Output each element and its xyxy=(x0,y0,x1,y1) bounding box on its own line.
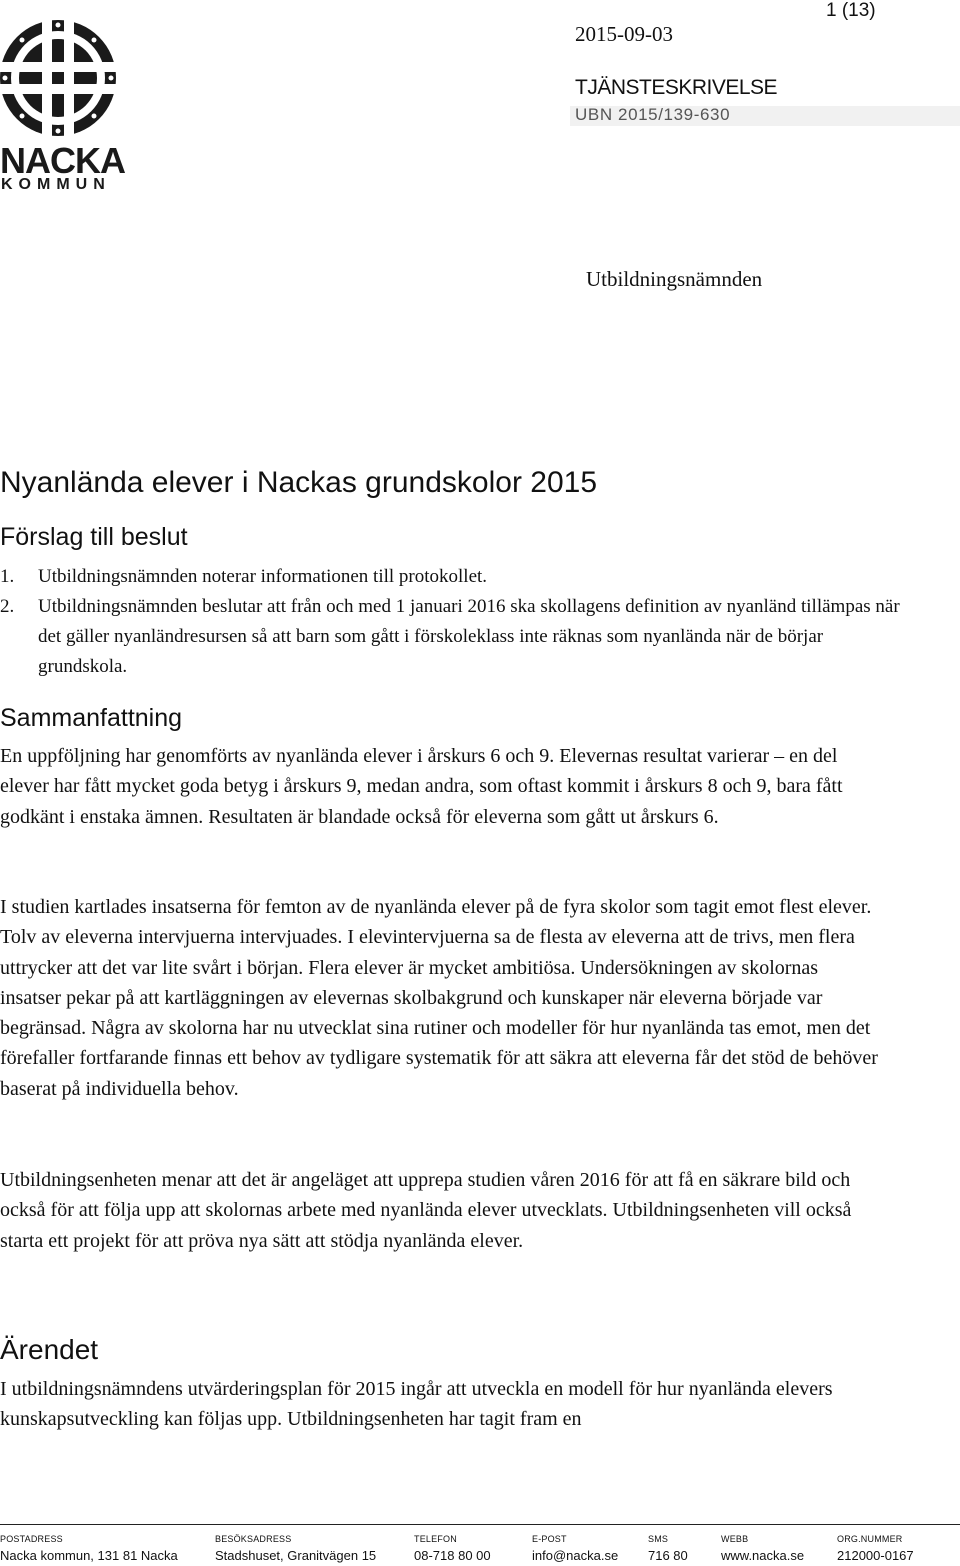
page-number: 1 (13) xyxy=(826,0,876,21)
document-date: 2015-09-03 xyxy=(575,22,673,46)
footer-email xyxy=(532,1534,618,1563)
proposal-item xyxy=(0,592,900,682)
footer-label: ORG.NUMMER xyxy=(837,1534,903,1544)
footer-value: 212000-0167 xyxy=(837,1548,914,1563)
summary-heading: Sammanfattning xyxy=(0,704,183,732)
proposal-number: 2. xyxy=(0,596,15,617)
proposal-number: 1. xyxy=(0,566,15,587)
footer-value: 716 80 xyxy=(648,1548,688,1563)
recipient: Utbildningsnämnden xyxy=(586,267,763,291)
page-title: Nyanlända elever i Nackas grundskolor 2015 xyxy=(0,466,598,499)
footer-orgnr xyxy=(837,1534,914,1563)
footer-label: TELEFON xyxy=(414,1534,457,1544)
footer-label: E-POST xyxy=(532,1534,567,1544)
logo-name: NACKA xyxy=(0,140,125,181)
footer-web xyxy=(721,1534,804,1563)
proposal-heading: Förslag till beslut xyxy=(0,523,188,551)
matter-paragraph: I utbildningsnämndens utvärderingsplan för 2015 ingår att utveckla en modell för hur nyanlända elevers kunskapsutveckling kan följas upp. Utbildningsenheten har tagit fram en xyxy=(0,1378,833,1431)
proposal-item xyxy=(0,562,900,592)
logo-sub: KOMMUN xyxy=(1,176,111,193)
document-type: TJÄNSTESKRIVELSE xyxy=(575,76,778,99)
document-number: UBN 2015/139-630 xyxy=(575,105,731,124)
proposal-list xyxy=(0,562,900,682)
footer-label: POSTADRESS xyxy=(0,1534,63,1544)
footer-label: SMS xyxy=(648,1534,669,1544)
summary-paragraph: Utbildningsenheten menar att det är angeläget att upprepa studien våren 2016 för att få en säkrare bild och också för att följa upp att skolornas arbete med nyanlända elever utvecklats. Utbildningsenheten vill också starta ett projekt för att pröva nya sätt att stödja nyanlända elever. xyxy=(0,1169,852,1252)
footer-value: Stadshuset, Granitvägen 15 xyxy=(215,1548,377,1563)
page-footer xyxy=(0,1524,960,1563)
summary-paragraph: En uppföljning har genomförts av nyanlända elever i årskurs 6 och 9. Elevernas resultat varierar – en del elever har fått mycket goda betyg i årskurs 9, medan andra, som oftast kommit i årskurs 8 och 9, bara fått godkänt i enstaka ämnen. Resultaten är blandade också för eleverna som gått ut årskurs 6. xyxy=(0,745,843,828)
footer-value: www.nacka.se xyxy=(721,1548,805,1563)
matter-heading: Ärendet xyxy=(0,1334,99,1365)
footer-visit xyxy=(215,1534,376,1563)
footer-sms xyxy=(648,1534,688,1563)
footer-postal xyxy=(0,1534,178,1563)
footer-phone xyxy=(414,1534,491,1563)
footer-label: WEBB xyxy=(721,1534,749,1544)
footer-value: Nacka kommun, 131 81 Nacka xyxy=(0,1548,178,1563)
footer-value: info@nacka.se xyxy=(532,1548,619,1563)
footer-value: 08-718 80 00 xyxy=(414,1548,491,1563)
summary-paragraph: I studien kartlades insatserna för femton av de nyanlända elever på de fyra skolor som tagit emot flest elever. Tolv av eleverna intervjuerna intervjuades. I elevintervjuerna sa de flesta av eleverna att de trivs, men flera uttrycker att det var lite svårt i början. Flera elever är mycket ambitiösa. Undersökningen av skolornas insatser pekar på att kartläggningen av elevernas skolbakgrund och kunskaper när eleverna började var begränsad. Några av skolorna har nu utvecklat sina rutiner och modeller för hur nyanlända tas emot, men det förefaller fortfarande finnas ett behov av tydligare systematik för att säkra att eleverna får det stöd de behöver baserat på individuella behov. xyxy=(0,896,878,1100)
proposal-text: Utbildningsnämnden noterar informationen till protokollet. xyxy=(38,566,488,587)
nacka-kommun-logo xyxy=(0,18,125,193)
proposal-text: Utbildningsnämnden beslutar att från och med 1 januari 2016 ska skollagens definition av nyanländ tillämpas när det gäller nyanländresursen så att barn som gått i förskoleklass inte räknas som nyanlända när de börjar grundskola. xyxy=(38,596,900,677)
footer-label: BESÖKSADRESS xyxy=(215,1534,292,1544)
